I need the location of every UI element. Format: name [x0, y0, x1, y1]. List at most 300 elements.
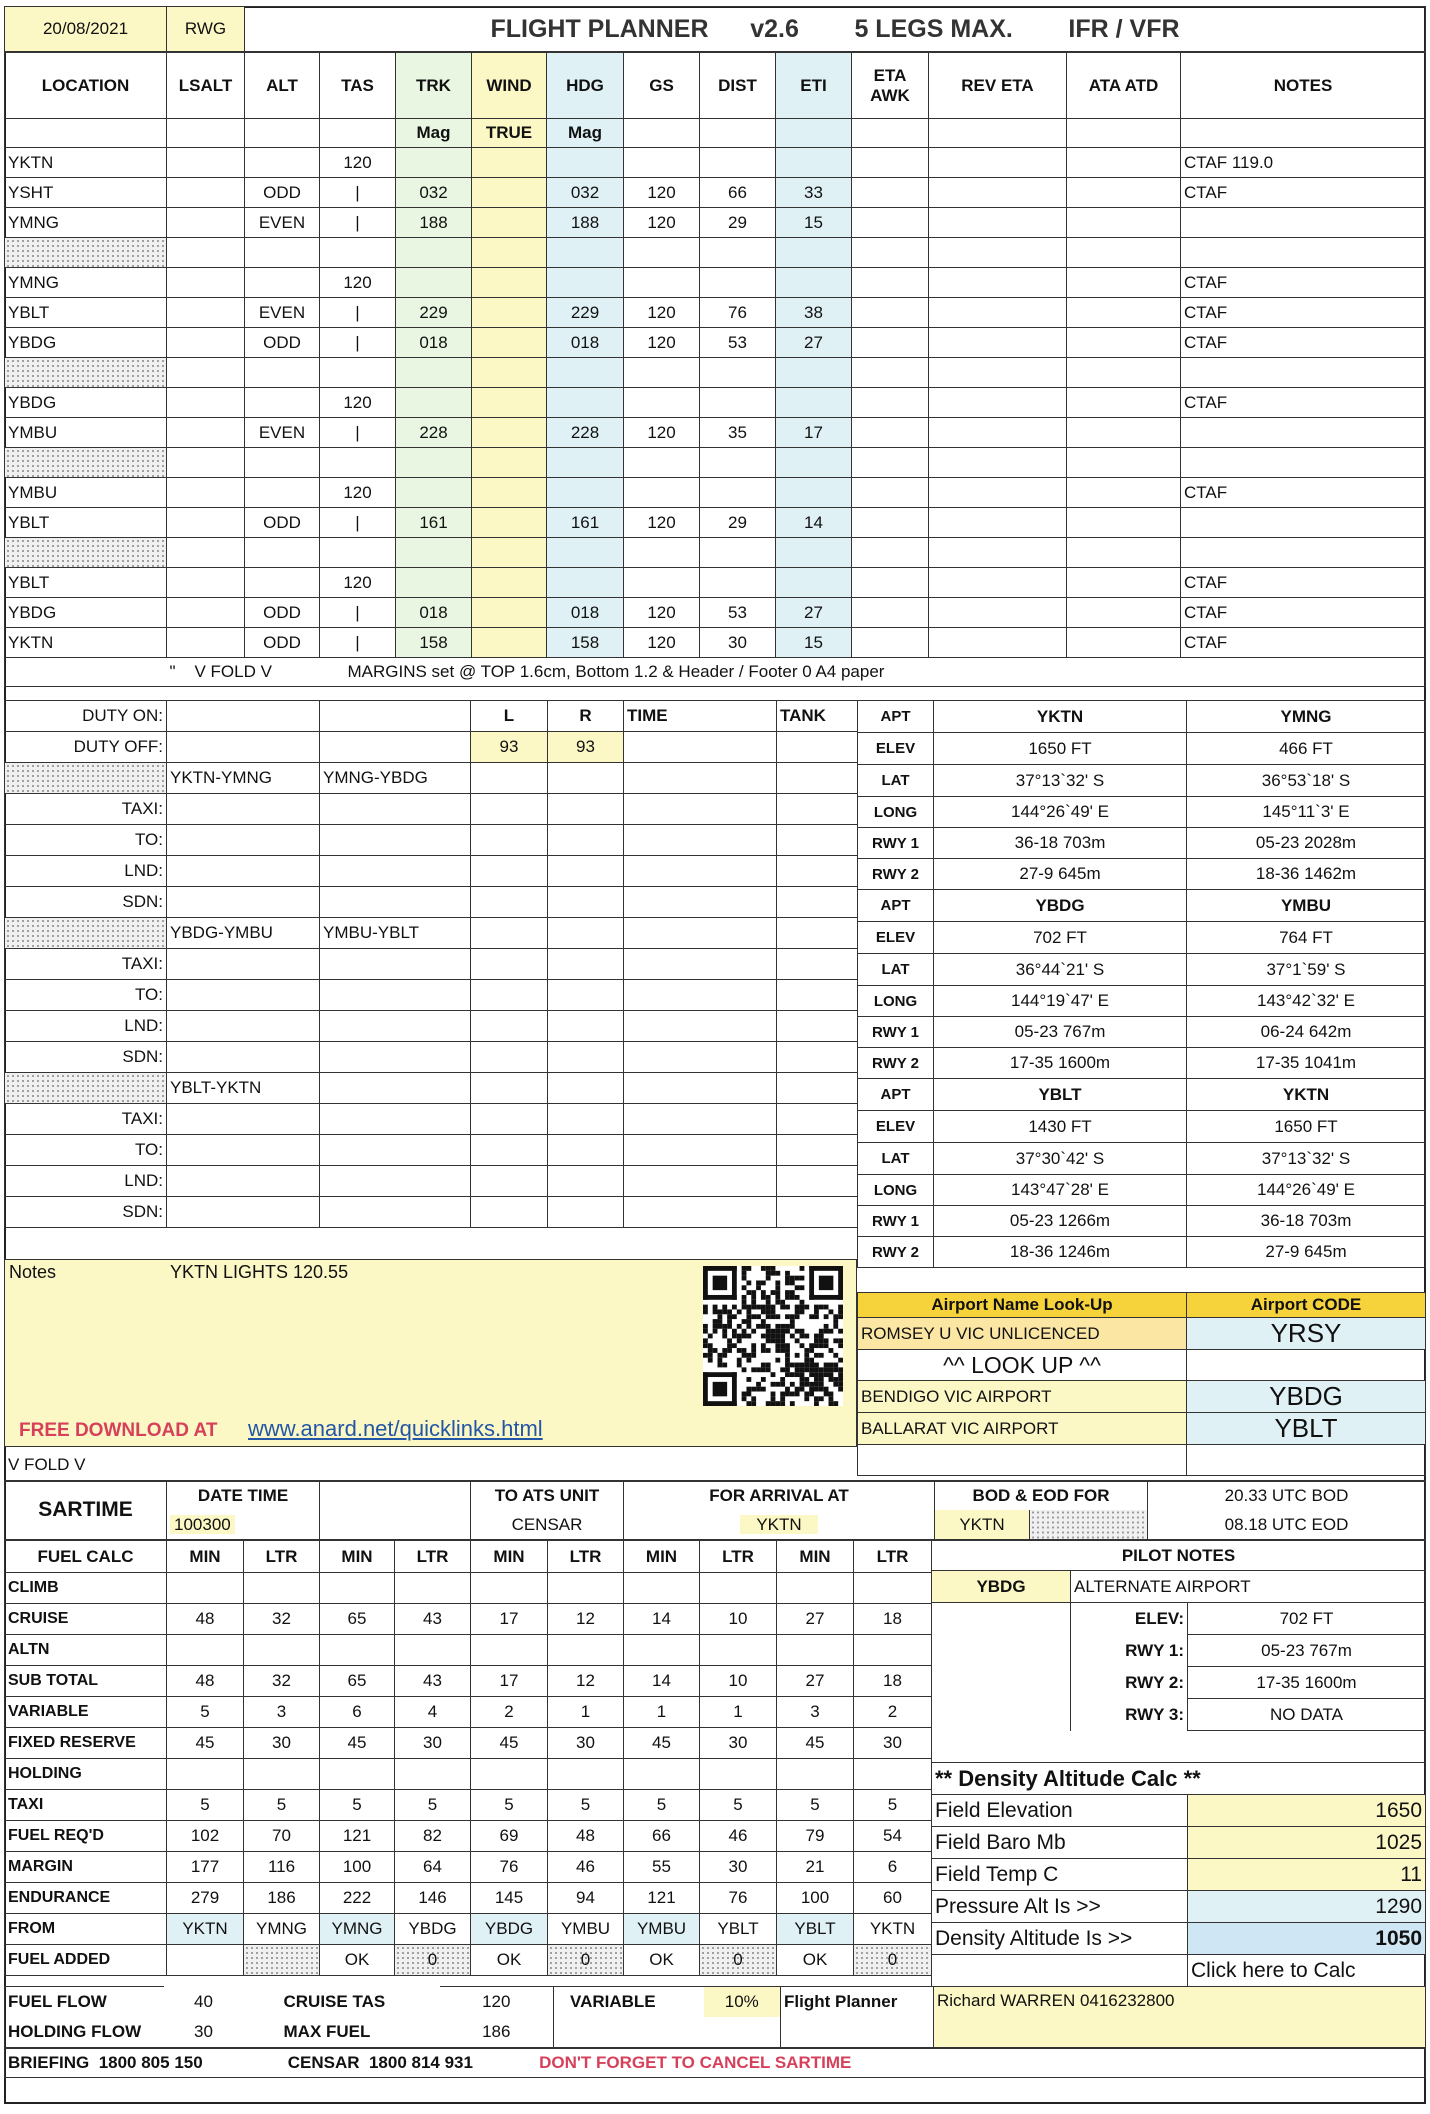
- location-cell[interactable]: YMNG: [5, 268, 167, 298]
- separator-cell: [245, 358, 320, 388]
- log-entry-cell[interactable]: [548, 1073, 624, 1104]
- location-cell[interactable]: YMBU: [5, 478, 167, 508]
- alt-cell[interactable]: EVEN: [245, 298, 320, 328]
- log-entry-cell[interactable]: [320, 1104, 471, 1135]
- separator-cell: [472, 358, 547, 388]
- separator-cell: [472, 238, 547, 268]
- log-entry-cell[interactable]: [320, 856, 471, 887]
- ata-atd-cell[interactable]: [1067, 568, 1181, 598]
- trk-cell[interactable]: 032: [396, 178, 472, 208]
- fuel-value-cell: 45: [777, 1728, 854, 1759]
- log-entry-cell[interactable]: [548, 794, 624, 825]
- wind-cell[interactable]: [472, 208, 547, 238]
- location-cell[interactable]: YBDG: [5, 598, 167, 628]
- fuel-value-cell: 1: [624, 1697, 700, 1728]
- log-entry-cell[interactable]: [167, 1104, 320, 1135]
- hdg-cell: 158: [547, 628, 624, 658]
- eta-awk-cell[interactable]: [852, 508, 929, 538]
- eta-awk-cell[interactable]: [852, 628, 929, 658]
- lsalt-cell[interactable]: [167, 628, 245, 658]
- wind-cell[interactable]: [472, 328, 547, 358]
- wind-cell[interactable]: [472, 418, 547, 448]
- wind-cell[interactable]: [472, 478, 547, 508]
- notes-cell[interactable]: [1181, 508, 1426, 538]
- eta-awk-cell[interactable]: [852, 328, 929, 358]
- leg-row: [5, 208, 1426, 238]
- log-entry-cell[interactable]: [548, 918, 624, 949]
- log-entry-cell[interactable]: [320, 825, 471, 856]
- lookup-name-field[interactable]: ROMSEY U VIC UNLICENCED: [858, 1318, 1187, 1350]
- log-row: [5, 980, 858, 1011]
- log-entry-cell[interactable]: [167, 1135, 320, 1166]
- notes-text[interactable]: YKTN LIGHTS 120.55: [170, 1262, 349, 1282]
- log-entry-cell[interactable]: [320, 1011, 471, 1042]
- log-entry-cell[interactable]: [471, 1166, 548, 1197]
- notes-cell[interactable]: CTAF 119.0: [1181, 148, 1426, 178]
- rev-eta-cell[interactable]: [929, 208, 1067, 238]
- log-entry-cell[interactable]: [167, 1197, 320, 1228]
- eta-awk-cell[interactable]: [852, 178, 929, 208]
- log-entry-cell[interactable]: [548, 856, 624, 887]
- download-link[interactable]: www.anard.net/quicklinks.html: [248, 1416, 543, 1441]
- fuel-value-cell[interactable]: 0: [395, 1945, 471, 1976]
- log-entry-cell[interactable]: [471, 1197, 548, 1228]
- rev-eta-cell[interactable]: [929, 598, 1067, 628]
- location-cell[interactable]: YKTN: [5, 148, 167, 178]
- wind-cell[interactable]: [472, 268, 547, 298]
- location-cell[interactable]: YMNG: [5, 208, 167, 238]
- log-entry-cell[interactable]: [777, 1042, 858, 1073]
- bod-eod-airport[interactable]: YKTN: [935, 1510, 1030, 1540]
- rev-eta-cell[interactable]: [929, 148, 1067, 178]
- tas-cell[interactable]: |: [320, 178, 396, 208]
- log-entry-cell[interactable]: [777, 856, 858, 887]
- fuel-value-cell[interactable]: 0: [700, 1945, 777, 1976]
- duty-on-value[interactable]: [167, 701, 320, 732]
- log-entry-cell[interactable]: [624, 1011, 777, 1042]
- log-entry-cell[interactable]: [548, 1011, 624, 1042]
- lsalt-cell[interactable]: [167, 178, 245, 208]
- notes-cell[interactable]: CTAF: [1181, 178, 1426, 208]
- eta-awk-cell[interactable]: [852, 568, 929, 598]
- trk-cell[interactable]: 158: [396, 628, 472, 658]
- field-baro-input[interactable]: 1025: [1188, 1827, 1426, 1859]
- log-entry-cell[interactable]: [548, 1135, 624, 1166]
- rev-eta-cell[interactable]: [929, 508, 1067, 538]
- log-entry-cell[interactable]: [167, 1042, 320, 1073]
- wind-cell[interactable]: [472, 148, 547, 178]
- ats-unit-value[interactable]: CENSAR: [471, 1510, 624, 1540]
- alt-cell[interactable]: [245, 568, 320, 598]
- location-cell[interactable]: YBDG: [5, 388, 167, 418]
- log-entry-cell[interactable]: [471, 1104, 548, 1135]
- notes-cell[interactable]: CTAF: [1181, 598, 1426, 628]
- tas-cell[interactable]: |: [320, 298, 396, 328]
- dist-cell: 35: [700, 418, 776, 448]
- log-entry-cell[interactable]: [167, 1011, 320, 1042]
- log-entry-cell[interactable]: [320, 887, 471, 918]
- field-temp-input[interactable]: 11: [1188, 1859, 1426, 1891]
- log-entry-cell[interactable]: [320, 980, 471, 1011]
- fuel-flow-value[interactable]: 40: [194, 1991, 213, 2011]
- rev-eta-cell[interactable]: [929, 418, 1067, 448]
- log-entry-cell[interactable]: [624, 1073, 777, 1104]
- notes-cell[interactable]: [1181, 418, 1426, 448]
- lookup-name-bendigo[interactable]: BENDIGO VIC AIRPORT: [858, 1381, 1187, 1413]
- log-entry-cell[interactable]: [777, 732, 858, 763]
- duty-on-extra[interactable]: [320, 701, 471, 732]
- right-tank-value[interactable]: 93: [548, 732, 624, 763]
- pilot-initials[interactable]: RWG: [167, 7, 245, 52]
- fuel-value-cell: 45: [624, 1728, 700, 1759]
- ata-atd-cell[interactable]: [1067, 388, 1181, 418]
- airport-row: [858, 733, 1426, 765]
- trk-cell[interactable]: [396, 148, 472, 178]
- log-entry-cell[interactable]: [777, 794, 858, 825]
- alt-rwy3-value: NO DATA: [1188, 1699, 1426, 1731]
- log-entry-cell[interactable]: [167, 887, 320, 918]
- fuel-row-label: ALTN: [5, 1635, 167, 1666]
- column-header-lsalt: LSALT: [167, 53, 245, 119]
- log-entry-cell[interactable]: [624, 1197, 777, 1228]
- alt-cell[interactable]: ODD: [245, 178, 320, 208]
- tas-cell[interactable]: 120: [320, 148, 396, 178]
- airport-row: [858, 1017, 1426, 1048]
- location-cell[interactable]: YSHT: [5, 178, 167, 208]
- alt-cell[interactable]: [245, 268, 320, 298]
- location-cell[interactable]: YBLT: [5, 568, 167, 598]
- notes-box: [4, 1259, 857, 1447]
- hdg-cell: 032: [547, 178, 624, 208]
- fuel-value-cell[interactable]: OK: [624, 1945, 700, 1976]
- eta-awk-cell[interactable]: [852, 418, 929, 448]
- fuel-value-cell: 5: [854, 1790, 932, 1821]
- log-entry-cell[interactable]: [624, 794, 777, 825]
- log-entry-cell[interactable]: [471, 1073, 548, 1104]
- tas-cell[interactable]: 120: [320, 388, 396, 418]
- log-entry-cell[interactable]: [777, 1011, 858, 1042]
- rev-eta-cell[interactable]: [929, 388, 1067, 418]
- tas-cell[interactable]: 120: [320, 478, 396, 508]
- leg-separator-row: [5, 238, 1426, 268]
- eta-awk-cell[interactable]: [852, 388, 929, 418]
- tas-cell[interactable]: 120: [320, 268, 396, 298]
- log-entry-cell[interactable]: [624, 887, 777, 918]
- trk-cell[interactable]: 161: [396, 508, 472, 538]
- log-entry-cell[interactable]: [471, 1042, 548, 1073]
- airport-runway-1: 36-18 703m: [934, 828, 1187, 859]
- arrival-value[interactable]: YKTN: [740, 1515, 817, 1534]
- ata-atd-cell[interactable]: [1067, 328, 1181, 358]
- log-entry-cell[interactable]: [320, 1197, 471, 1228]
- log-entry-cell[interactable]: [471, 1011, 548, 1042]
- log-entry-cell[interactable]: [548, 763, 624, 794]
- log-entry-cell[interactable]: [777, 1104, 858, 1135]
- alt-cell[interactable]: EVEN: [245, 208, 320, 238]
- ltr-header: LTR: [700, 1541, 777, 1573]
- airport-code: YBDG: [934, 890, 1187, 922]
- log-entry-cell[interactable]: [777, 763, 858, 794]
- log-entry-cell[interactable]: [624, 1042, 777, 1073]
- log-entry-cell[interactable]: [471, 949, 548, 980]
- calc-button[interactable]: Click here to Calc: [1188, 1955, 1426, 1987]
- log-entry-cell[interactable]: [548, 949, 624, 980]
- log-entry-cell[interactable]: [548, 887, 624, 918]
- log-entry-cell[interactable]: [624, 825, 777, 856]
- log-entry-cell[interactable]: [167, 949, 320, 980]
- log-entry-cell[interactable]: [471, 763, 548, 794]
- separator-cell: [1067, 538, 1181, 568]
- location-cell[interactable]: YMBU: [5, 418, 167, 448]
- ata-atd-cell[interactable]: [1067, 148, 1181, 178]
- log-entry-cell[interactable]: [548, 1042, 624, 1073]
- alt-cell[interactable]: [245, 478, 320, 508]
- lsalt-cell[interactable]: [167, 598, 245, 628]
- log-entry-cell[interactable]: [471, 980, 548, 1011]
- log-entry-cell[interactable]: [320, 949, 471, 980]
- eta-awk-cell[interactable]: [852, 148, 929, 178]
- log-entry-cell[interactable]: [167, 856, 320, 887]
- cruise-tas-value[interactable]: 120: [440, 1987, 554, 2018]
- log-entry-cell[interactable]: [320, 794, 471, 825]
- log-entry-cell[interactable]: [471, 794, 548, 825]
- rev-eta-cell[interactable]: [929, 628, 1067, 658]
- duty-off-extra[interactable]: [320, 732, 471, 763]
- lsalt-cell[interactable]: [167, 268, 245, 298]
- ltr-header: LTR: [854, 1541, 932, 1573]
- lsalt-cell[interactable]: [167, 478, 245, 508]
- location-cell[interactable]: YBLT: [5, 298, 167, 328]
- flight-planner-name[interactable]: Richard WARREN 0416232800: [934, 1987, 1426, 2048]
- log-entry-cell[interactable]: [548, 825, 624, 856]
- lookup-name-ballarat[interactable]: BALLARAT VIC AIRPORT: [858, 1413, 1187, 1445]
- eta-awk-cell[interactable]: [852, 208, 929, 238]
- log-entry-cell[interactable]: [167, 794, 320, 825]
- log-entry-cell[interactable]: [548, 1197, 624, 1228]
- log-entry-cell[interactable]: [167, 825, 320, 856]
- max-fuel-value[interactable]: 186: [440, 2017, 554, 2048]
- variable-value[interactable]: 10%: [704, 1987, 781, 2018]
- ata-atd-cell[interactable]: [1067, 418, 1181, 448]
- field-elevation-input[interactable]: 1650: [1188, 1795, 1426, 1827]
- lsalt-cell[interactable]: [167, 298, 245, 328]
- eta-awk-cell[interactable]: [852, 298, 929, 328]
- log-time-label: TO:: [5, 1135, 167, 1166]
- notes-cell[interactable]: CTAF: [1181, 568, 1426, 598]
- eti-cell: 27: [776, 328, 852, 358]
- log-entry-cell[interactable]: [777, 1197, 858, 1228]
- lsalt-cell[interactable]: [167, 508, 245, 538]
- lsalt-cell[interactable]: [167, 208, 245, 238]
- alt-cell[interactable]: [245, 148, 320, 178]
- log-entry-cell[interactable]: [624, 918, 777, 949]
- ata-atd-cell[interactable]: [1067, 178, 1181, 208]
- apt-rwy1-label: RWY 1: [858, 1017, 934, 1048]
- trk-cell[interactable]: 228: [396, 418, 472, 448]
- log-entry-cell[interactable]: [624, 856, 777, 887]
- location-cell[interactable]: YKTN: [5, 628, 167, 658]
- trk-cell[interactable]: 018: [396, 598, 472, 628]
- log-entry-cell[interactable]: [777, 887, 858, 918]
- log-entry-cell[interactable]: [624, 1104, 777, 1135]
- notes-cell[interactable]: CTAF: [1181, 478, 1426, 508]
- tas-cell[interactable]: |: [320, 628, 396, 658]
- apt-elev-label: ELEV: [858, 733, 934, 765]
- alt-cell[interactable]: ODD: [245, 628, 320, 658]
- log-entry-cell[interactable]: [777, 825, 858, 856]
- notes-cell[interactable]: CTAF: [1181, 268, 1426, 298]
- log-entry-cell[interactable]: [777, 949, 858, 980]
- tas-cell[interactable]: |: [320, 418, 396, 448]
- log-entry-cell[interactable]: [471, 825, 548, 856]
- lsalt-cell[interactable]: [167, 388, 245, 418]
- fuel-value-cell[interactable]: OK: [320, 1945, 395, 1976]
- ata-atd-cell[interactable]: [1067, 598, 1181, 628]
- separator-cell: [396, 238, 472, 268]
- eta-awk-cell[interactable]: [852, 268, 929, 298]
- wind-cell[interactable]: [472, 178, 547, 208]
- plan-date[interactable]: 20/08/2021: [5, 7, 167, 52]
- tas-cell[interactable]: |: [320, 508, 396, 538]
- lookup-code-ballarat: YBLT: [1187, 1413, 1426, 1445]
- sartime-date-value[interactable]: 100300: [170, 1515, 235, 1534]
- alt-cell[interactable]: ODD: [245, 328, 320, 358]
- ata-atd-cell[interactable]: [1067, 268, 1181, 298]
- log-entry-cell[interactable]: [548, 1104, 624, 1135]
- rev-eta-cell[interactable]: [929, 478, 1067, 508]
- fuel-value-cell: [395, 1573, 471, 1604]
- log-entry-cell[interactable]: [777, 1073, 858, 1104]
- lsalt-cell[interactable]: [167, 328, 245, 358]
- trk-cell[interactable]: 229: [396, 298, 472, 328]
- eta-awk-cell[interactable]: [852, 478, 929, 508]
- trk-cell[interactable]: 018: [396, 328, 472, 358]
- fuel-value-cell: 14: [624, 1666, 700, 1697]
- fuel-value-cell: [777, 1573, 854, 1604]
- alt-cell[interactable]: [245, 388, 320, 418]
- separator-cell: [929, 538, 1067, 568]
- rev-eta-cell[interactable]: [929, 328, 1067, 358]
- left-tank-value[interactable]: 93: [471, 732, 548, 763]
- trk-cell[interactable]: [396, 388, 472, 418]
- notes-cell[interactable]: [1181, 208, 1426, 238]
- fuel-row-label: CRUISE: [5, 1604, 167, 1635]
- ata-atd-cell[interactable]: [1067, 508, 1181, 538]
- fuel-value-cell[interactable]: 0: [854, 1945, 932, 1976]
- tas-cell[interactable]: 120: [320, 568, 396, 598]
- rev-eta-cell[interactable]: [929, 178, 1067, 208]
- alt-cell[interactable]: ODD: [245, 508, 320, 538]
- ata-atd-cell[interactable]: [1067, 628, 1181, 658]
- log-entry-cell[interactable]: [320, 1166, 471, 1197]
- tas-cell[interactable]: |: [320, 598, 396, 628]
- log-entry-cell[interactable]: [167, 980, 320, 1011]
- fuel-value-cell: 17: [471, 1604, 548, 1635]
- log-entry-cell[interactable]: [167, 1166, 320, 1197]
- fuel-value-cell[interactable]: [167, 1945, 244, 1976]
- wind-cell[interactable]: [472, 298, 547, 328]
- tas-cell[interactable]: |: [320, 328, 396, 358]
- holding-flow-value[interactable]: 30: [164, 2017, 244, 2048]
- leg-pair-label: YMNG-YBDG: [320, 763, 471, 794]
- log-row: [5, 1135, 858, 1166]
- log-entry-cell[interactable]: [777, 918, 858, 949]
- notes-cell[interactable]: CTAF: [1181, 328, 1426, 358]
- log-entry-cell[interactable]: [320, 1042, 471, 1073]
- log-entry-cell[interactable]: [471, 918, 548, 949]
- ata-atd-cell[interactable]: [1067, 478, 1181, 508]
- fuel-value-cell[interactable]: 0: [548, 1945, 624, 1976]
- log-entry-cell[interactable]: [320, 1135, 471, 1166]
- log-entry-cell[interactable]: [471, 1135, 548, 1166]
- wind-cell[interactable]: [472, 628, 547, 658]
- wind-cell[interactable]: [472, 508, 547, 538]
- alternate-code[interactable]: YBDG: [932, 1571, 1071, 1603]
- wind-cell[interactable]: [472, 388, 547, 418]
- duty-off-value[interactable]: [167, 732, 320, 763]
- log-entry-cell[interactable]: [777, 1166, 858, 1197]
- leg-pair-label: YBLT-YKTN: [167, 1073, 320, 1104]
- notes-cell[interactable]: CTAF: [1181, 298, 1426, 328]
- fuel-value-cell[interactable]: [244, 1945, 320, 1976]
- tas-cell[interactable]: |: [320, 208, 396, 238]
- location-cell[interactable]: YBDG: [5, 328, 167, 358]
- notes-cell[interactable]: CTAF: [1181, 628, 1426, 658]
- log-entry-cell[interactable]: [624, 1166, 777, 1197]
- lsalt-cell[interactable]: [167, 148, 245, 178]
- fuel-value-cell[interactable]: OK: [777, 1945, 854, 1976]
- log-entry-cell[interactable]: [624, 980, 777, 1011]
- ata-atd-cell[interactable]: [1067, 208, 1181, 238]
- eta-awk-cell[interactable]: [852, 598, 929, 628]
- log-entry-cell[interactable]: [624, 949, 777, 980]
- log-entry-cell[interactable]: [624, 763, 777, 794]
- location-cell[interactable]: YBLT: [5, 508, 167, 538]
- lsalt-cell[interactable]: [167, 568, 245, 598]
- log-entry-cell[interactable]: [777, 1135, 858, 1166]
- rev-eta-cell[interactable]: [929, 568, 1067, 598]
- density-alt-value: 1050: [1188, 1923, 1426, 1955]
- rev-eta-cell[interactable]: [929, 268, 1067, 298]
- trk-cell[interactable]: 188: [396, 208, 472, 238]
- fuel-value-cell[interactable]: OK: [471, 1945, 548, 1976]
- leg-row: [5, 388, 1426, 418]
- alt-cell[interactable]: ODD: [245, 598, 320, 628]
- wind-cell[interactable]: [472, 568, 547, 598]
- airport-row: [858, 797, 1426, 828]
- log-entry-cell[interactable]: [471, 887, 548, 918]
- log-entry-cell[interactable]: [624, 1135, 777, 1166]
- alt-cell[interactable]: EVEN: [245, 418, 320, 448]
- trk-cell[interactable]: [396, 268, 472, 298]
- log-entry-cell[interactable]: [471, 856, 548, 887]
- trk-cell[interactable]: [396, 568, 472, 598]
- log-entry-cell[interactable]: [777, 980, 858, 1011]
- wind-cell[interactable]: [472, 598, 547, 628]
- log-entry-cell[interactable]: [548, 1166, 624, 1197]
- log-entry-cell[interactable]: [624, 732, 777, 763]
- ata-atd-cell[interactable]: [1067, 298, 1181, 328]
- notes-cell[interactable]: CTAF: [1181, 388, 1426, 418]
- max-fuel-label: MAX FUEL: [244, 2017, 440, 2048]
- log-entry-cell[interactable]: [548, 980, 624, 1011]
- fuel-value-cell: [471, 1573, 548, 1604]
- trk-cell[interactable]: [396, 478, 472, 508]
- lsalt-cell[interactable]: [167, 418, 245, 448]
- bod-eod-label: BOD & EOD FOR: [935, 1481, 1148, 1511]
- rev-eta-cell[interactable]: [929, 298, 1067, 328]
- hdg-cell: [547, 478, 624, 508]
